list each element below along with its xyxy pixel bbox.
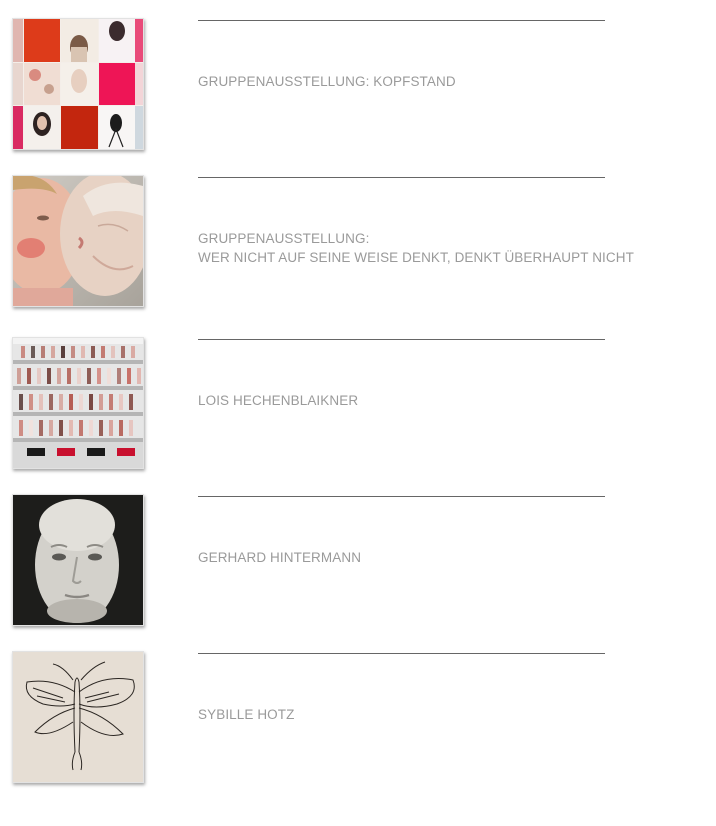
exhibition-entry-wer-nicht [0, 175, 716, 315]
exhibition-thumbnail-hotz[interactable] [12, 651, 144, 783]
bw-portrait-image [13, 495, 143, 625]
exhibition-title-line: GRUPPENAUSSTELLUNG: [198, 231, 370, 246]
exhibition-title-line: WER NICHT AUF SEINE WEISE DENKT, DENKT ÜBERHAUPT NICHT [198, 250, 634, 265]
shelves-photo-image [13, 338, 143, 468]
kopfstand-collage-image [13, 19, 143, 149]
exhibition-entry-hechenblaikner [0, 337, 716, 477]
exhibition-thumbnail-wer-nicht[interactable] [12, 175, 144, 307]
divider-line [198, 496, 605, 497]
divider-line [198, 653, 605, 654]
exhibition-thumbnail-kopfstand[interactable] [12, 18, 144, 150]
exhibition-title-link[interactable] [198, 705, 698, 724]
divider-line [198, 20, 605, 21]
exhibition-thumbnail-hintermann[interactable] [12, 494, 144, 626]
divider-line [198, 339, 605, 340]
exhibition-title-link[interactable] [198, 72, 698, 91]
exhibition-title-link[interactable] [198, 548, 698, 567]
exhibition-title-line: LOIS HECHENBLAIKNER [198, 393, 359, 408]
exhibition-thumbnail-hechenblaikner[interactable] [12, 337, 144, 469]
exhibition-title-line: GRUPPENAUSSTELLUNG: KOPFSTAND [198, 74, 456, 89]
exhibition-entry-kopfstand [0, 18, 716, 158]
exhibition-title-link[interactable] [198, 229, 698, 267]
exhibition-title-link[interactable] [198, 391, 698, 410]
moth-drawing-image [13, 652, 143, 782]
exhibition-entry-hintermann [0, 494, 716, 634]
divider-line [198, 177, 605, 178]
kiss-portrait-image [13, 176, 143, 306]
exhibition-entry-hotz [0, 651, 716, 791]
exhibition-title-line: SYBILLE HOTZ [198, 707, 295, 722]
exhibition-title-line: GERHARD HINTERMANN [198, 550, 362, 565]
